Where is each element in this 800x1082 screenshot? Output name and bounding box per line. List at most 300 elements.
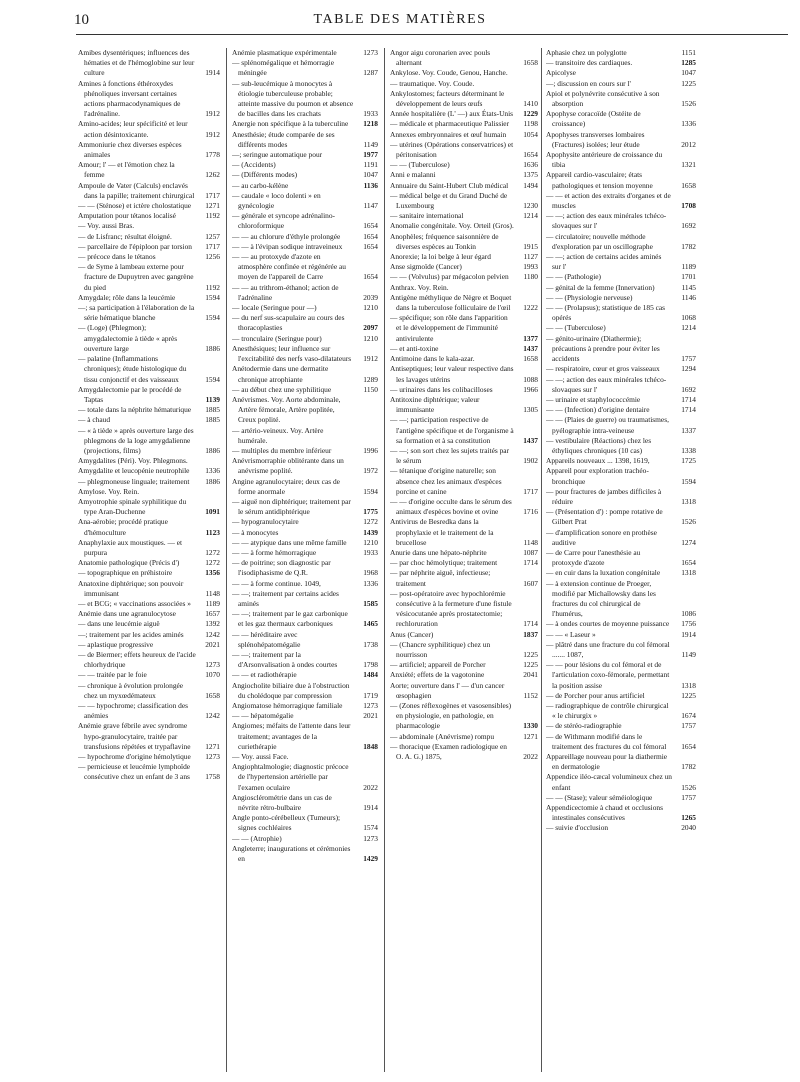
entry-text: Ana-aérobie; procédé pratique d'hémoculture <box>78 517 168 537</box>
index-entry <box>232 79 378 120</box>
entry-page-number: 1272 <box>205 547 220 557</box>
index-entry <box>546 630 696 640</box>
index-entry <box>232 426 378 446</box>
entry-page-number: 1993 <box>523 262 538 272</box>
entry-text: — en cuir dans la luxation congénitale <box>546 568 661 578</box>
entry-page-number: 1294 <box>681 364 696 374</box>
entry-page-number: 1837 <box>523 629 538 639</box>
entry-page-number: 1914 <box>363 803 378 813</box>
entry-page-number: 2021 <box>363 711 378 721</box>
entry-text: — palatine (Inflammations chroniques); étude histologique du tissu conjonctif et des vaisseaux <box>78 354 187 384</box>
entry-text: — — (Atrophie) <box>232 833 282 843</box>
entry-text: — médicale et pharmaceutique Palissier <box>390 119 510 129</box>
entry-page-number: 1330 <box>523 721 538 731</box>
entry-text: — parcellaire de l'épiploon par torsion <box>78 241 192 251</box>
entry-text: Année hospitalière (L' —) aux États-Unis <box>390 109 514 119</box>
entry-page-number: 1674 <box>681 711 696 721</box>
index-entry <box>232 303 378 313</box>
entry-text: — et BCG; « vaccinations associées » <box>78 598 191 608</box>
index-entry <box>546 364 696 374</box>
entry-page-number: 1229 <box>523 109 538 119</box>
entry-page-number: 1222 <box>523 303 538 313</box>
entry-page-number: 1257 <box>205 231 220 241</box>
index-entry <box>390 191 538 211</box>
entry-text: Antiseptiques; leur valeur respective dans les lavages utérins <box>390 364 514 384</box>
index-entry <box>78 323 220 354</box>
entry-page-number: 2040 <box>681 823 696 833</box>
entry-text: Angor aigu coronarien avec pouls alternant <box>390 48 491 68</box>
index-entry <box>232 364 378 384</box>
index-entry <box>232 150 378 160</box>
entry-text: — Voy. aussi Bras. <box>78 221 135 231</box>
index-entry <box>78 119 220 139</box>
entry-page-number: 1192 <box>205 282 220 292</box>
entry-text: —; traitement par les acides aminés <box>78 629 184 639</box>
index-entry <box>390 548 538 558</box>
entry-page-number: 1725 <box>681 456 696 466</box>
index-entry <box>78 303 220 323</box>
index-entry <box>390 568 538 588</box>
entry-text: — précoce dans le tétanos <box>78 252 156 262</box>
entry-text: Appareil pour exploration trachéo-bronchique <box>546 466 649 486</box>
entry-page-number: 1410 <box>523 99 538 109</box>
entry-page-number: 1225 <box>681 690 696 700</box>
entry-page-number: 1885 <box>205 415 220 425</box>
index-entry <box>78 497 220 517</box>
entry-page-number: 1526 <box>681 99 696 109</box>
entry-page-number: 1189 <box>205 598 220 608</box>
entry-text: — « à tiède » après ouverture large des phlegmons de la loge amygdalienne (projections, films) <box>78 425 194 455</box>
entry-text: Angle ponto-cérébelleux (Tumeurs); signes cochléaires <box>232 813 341 833</box>
index-column-3 <box>390 48 538 1074</box>
entry-text: — — (Prolapsus); statistique de 185 cas opérés <box>546 303 666 323</box>
entry-page-number: 1912 <box>205 109 220 119</box>
index-entry <box>78 426 220 457</box>
entry-text: — de Porcher pour anus artificiel <box>546 690 645 700</box>
entry-text: — de stéréo-radiographie <box>546 721 622 731</box>
index-entry <box>390 517 538 548</box>
entry-page-number: 1439 <box>363 527 378 537</box>
entry-text: Apicolyse <box>546 68 576 78</box>
entry-page-number: 1214 <box>681 323 696 333</box>
entry-page-number: 1594 <box>681 476 696 486</box>
index-entry <box>546 58 696 68</box>
index-entry <box>390 89 538 109</box>
entry-text: — phlegmoneuse linguale; traitement <box>78 476 190 486</box>
entry-text: Anophèles; fréquence saisonnière de diverses espèces au Tonkin <box>390 231 499 251</box>
entry-page-number: 1654 <box>363 241 378 251</box>
entry-page-number: 1886 <box>205 476 220 486</box>
index-entry <box>546 568 696 578</box>
index-entry <box>232 558 378 578</box>
index-entry <box>546 701 696 721</box>
entry-text: Amygdalite et leucopénie neutrophile <box>78 466 190 476</box>
entry-text: — d'amplification sonore en prothèse auditive <box>546 527 657 547</box>
index-entry <box>78 160 220 180</box>
index-entry <box>78 466 220 476</box>
index-entry <box>546 405 696 415</box>
entry-text: — (Chancre syphilitique) chez un nourrisson <box>390 639 491 659</box>
index-entry <box>232 793 378 813</box>
index-entry <box>390 732 538 742</box>
index-entry <box>232 538 378 548</box>
entry-text: — — (Sténose) et ictère cholostatique <box>78 201 192 211</box>
entry-text: — — et action des extraits d'organes et de muscles <box>546 190 671 211</box>
index-entry <box>78 650 220 670</box>
entry-text: — chronique à évolution prolongée chez un myxœdémateux <box>78 680 184 700</box>
entry-page-number: 1778 <box>205 150 220 160</box>
index-entry <box>546 303 696 323</box>
entry-text: — (Présentation d') : pompe rotative de Gilbert Prat <box>546 507 663 527</box>
entry-text: — — au chlorure d'éthyle prolongée <box>232 231 341 241</box>
entry-page-number: 1149 <box>363 139 378 149</box>
entry-page-number: 1657 <box>205 609 220 619</box>
entry-page-number: 1189 <box>681 262 696 272</box>
index-entry <box>78 579 220 599</box>
index-entry <box>78 140 220 160</box>
entry-page-number: 2022 <box>363 782 378 792</box>
entry-page-number: 1230 <box>523 201 538 211</box>
entry-page-number: 1305 <box>523 405 538 415</box>
index-entry <box>78 415 220 425</box>
entry-text: — hypochrome d'origine hémolytique <box>78 752 191 762</box>
entry-page-number: 1886 <box>205 445 220 455</box>
entry-text: — pernicieuse et leucémie lymphoïde consécutive chez un enfant de 3 ans <box>78 762 191 782</box>
entry-text: — vestibulaire (Réactions) chez les éthyliques chroniques (10 cas) <box>546 435 652 455</box>
index-entry <box>390 385 538 395</box>
entry-page-number: 1912 <box>363 354 378 364</box>
entry-text: Anesthésie; étude comparée de ses différents modes <box>232 129 335 149</box>
entry-page-number: 1437 <box>523 435 538 445</box>
entry-page-number: 1070 <box>205 670 220 680</box>
entry-text: — (Différents modes) <box>232 170 298 180</box>
index-entry <box>546 283 696 293</box>
entry-text: Angiomatose hémorragique familiale <box>232 701 343 710</box>
entry-text: — —; traitement par le gaz carbonique et les gaz thermaux carboniques <box>232 609 348 629</box>
entry-page-number: 1714 <box>681 405 696 415</box>
entry-text: Antigène méthylique de Nègre et Boquet dans la tuberculose folliculaire de l'œil <box>390 292 512 313</box>
index-entry <box>546 466 696 486</box>
entry-text: — et anti-toxine <box>390 343 439 353</box>
entry-page-number: 1152 <box>523 690 538 700</box>
entry-text: — (Loge) (Phlegmon); amygdalectomie à tiède « après ouverture large <box>78 323 178 353</box>
index-entry <box>232 589 378 609</box>
entry-page-number: 2097 <box>363 323 378 333</box>
index-entry <box>390 160 538 170</box>
entry-text: — — atypique dans une même famille <box>232 537 347 547</box>
index-entry <box>546 272 696 282</box>
column-divider <box>384 48 385 1072</box>
entry-text: — topographique en préhistoire <box>78 568 173 578</box>
entry-text: — sanitaire international <box>390 211 464 221</box>
index-entry <box>546 579 696 620</box>
entry-text: — traumatique. Voy. Coude. <box>390 78 475 88</box>
entry-page-number: 1271 <box>205 741 220 751</box>
entry-text: — artério-veineux. Voy. Artère humérale. <box>232 425 324 445</box>
entry-text: Amibes dysentériques; influences des hématies et de l'hémoglobine sur leur culture <box>78 48 195 78</box>
entry-page-number: 1273 <box>205 752 220 762</box>
entry-text: Anurie dans une hépato-néphrite <box>390 547 487 557</box>
index-entry <box>390 130 538 140</box>
entry-page-number: 1658 <box>523 354 538 364</box>
index-entry <box>390 354 538 364</box>
entry-page-number: 1318 <box>681 496 696 506</box>
entry-page-number: 2022 <box>523 752 538 762</box>
index-entry <box>390 109 538 119</box>
index-entry <box>78 609 220 619</box>
entry-text: — — (Pathologie) <box>546 272 602 282</box>
index-entry <box>232 242 378 252</box>
index-entry <box>78 558 220 568</box>
entry-text: Amino-acides; leur spécificité et leur action désintoxicante. <box>78 119 188 139</box>
entry-text: — — (Stase); valeur séméiologique <box>546 792 653 802</box>
index-entry <box>546 487 696 507</box>
entry-text: Anxiété; effets de la vagotonine <box>390 670 485 680</box>
entry-page-number: 1289 <box>363 374 378 384</box>
entry-page-number: 2021 <box>205 639 220 649</box>
index-entry <box>232 630 378 650</box>
entry-text: Ammoniurie chez diverses espèces animales <box>78 139 182 160</box>
index-entry <box>232 711 378 721</box>
index-entry <box>390 293 538 313</box>
index-entry <box>78 232 220 242</box>
entry-text: Appareil cardio-vasculaire; états pathologiques et tension moyenne <box>546 170 653 190</box>
index-entry <box>78 752 220 762</box>
entry-page-number: 1321 <box>681 160 696 170</box>
entry-page-number: 1336 <box>205 466 220 476</box>
entry-text: Antivirus de Besredka dans la prophylaxie et le traitement de la brucellose <box>390 517 494 547</box>
entry-text: — urinaire et staphylococcémie <box>546 394 641 404</box>
entry-text: — — au protoxyde d'azote en atmosphère confinée et régénérée au moyen de l'appareil de Carre <box>232 252 346 282</box>
entry-text: — (Accidents) <box>232 160 276 170</box>
entry-page-number: 1636 <box>523 160 538 170</box>
entry-page-number: 1225 <box>681 78 696 88</box>
entry-text: — — pour lésions du col fémoral et de l'articulation coxo-fémorale, permettant la position assise <box>546 660 670 690</box>
entry-text: Amygdalectomie par le procédé de Taptas <box>78 384 182 404</box>
entry-text: — abdominale (Anévrisme) rompu <box>390 731 495 741</box>
entry-page-number: 1692 <box>681 384 696 394</box>
entry-text: Anévrismes. Voy. Aorte abdominale, Artère fémorale, Artère poplitée, Creux poplité. <box>232 394 341 425</box>
entry-page-number: 1047 <box>681 68 696 78</box>
entry-text: — respiratoire, cœur et gros vaisseaux <box>546 364 660 374</box>
entry-page-number: 1607 <box>523 578 538 588</box>
index-entry <box>232 721 378 752</box>
entry-page-number: 1465 <box>363 619 378 629</box>
entry-text: Anthrax. Voy. Rein. <box>390 282 449 292</box>
entry-text: Angleterre; inaugurations et cérémonies en <box>232 843 351 864</box>
entry-page-number: 1225 <box>523 660 538 670</box>
entry-text: Amines à fonctions éthéroxydes phénoliques inversant certaines actions pharmacodynamiques de l'adrénaline. <box>78 78 181 119</box>
index-entry <box>78 681 220 701</box>
entry-text: Anse sigmoïde (Cancer) <box>390 262 462 272</box>
index-entry <box>232 681 378 701</box>
entry-page-number: 1782 <box>681 762 696 772</box>
entry-page-number: 1054 <box>523 129 538 139</box>
index-entry <box>546 456 696 466</box>
index-entry <box>78 405 220 415</box>
index-column-4 <box>546 48 696 1074</box>
index-entry <box>546 507 696 527</box>
entry-text: Anergie non spécifique à la tuberculine <box>232 119 349 129</box>
entry-text: Amylose. Voy. Rein. <box>78 486 140 496</box>
entry-text: — Voy. aussi Face. <box>232 752 289 762</box>
index-entry <box>390 630 538 640</box>
entry-text: — — (Volvulus) par mégacolon pelvien <box>390 272 509 282</box>
index-entry <box>546 752 696 772</box>
entry-page-number: 1966 <box>523 384 538 394</box>
entry-text: — —; participation respective de l'antigène spécifique et de l'organisme à sa formation et à sa constitution <box>390 415 514 445</box>
entry-text: Angiosclérométrie dans un cas de névrite rétro-bulbaire <box>232 792 332 813</box>
entry-text: Anémie dans une agranulocytose <box>78 609 176 619</box>
entry-text: — spécifique; son rôle dans l'apparition et le développement de l'immunité antivirulente <box>390 313 508 343</box>
entry-page-number: 1336 <box>681 119 696 129</box>
entry-page-number: 1225 <box>523 649 538 659</box>
index-entry <box>390 221 538 231</box>
entry-page-number: 1716 <box>523 507 538 517</box>
entry-page-number: 1701 <box>681 272 696 282</box>
index-entry <box>390 283 538 293</box>
entry-page-number: 1484 <box>363 670 378 680</box>
entry-text: Angiophtalmologie; diagnostic précoce de l'hypertension artérielle par l'examen oculaire <box>232 762 349 792</box>
index-entry <box>232 517 378 527</box>
index-entry <box>232 477 378 497</box>
entry-page-number: 1717 <box>523 486 538 496</box>
index-entry <box>390 211 538 221</box>
entry-page-number: 1594 <box>205 313 220 323</box>
index-entry <box>546 170 696 190</box>
entry-page-number: 2039 <box>363 292 378 302</box>
entry-page-number: 1091 <box>205 507 220 517</box>
index-entry <box>78 456 220 466</box>
index-entry <box>232 456 378 476</box>
entry-page-number: 1886 <box>205 343 220 353</box>
entry-text: —; sa participation à l'élaboration de la série hématique blanche <box>78 303 195 323</box>
entry-text: — —; action des eaux minérales tchéco-slovaques sur l' <box>546 211 667 231</box>
index-entry <box>78 354 220 385</box>
index-entry <box>546 79 696 89</box>
entry-page-number: 2012 <box>681 139 696 149</box>
entry-page-number: 1285 <box>681 58 696 68</box>
entry-text: Anétodermie dans une dermatite chronique atrophiante <box>232 364 329 384</box>
entry-text: Angine agranulocytaire; deux cas de forme anormale <box>232 476 340 496</box>
index-entry <box>232 834 378 844</box>
entry-page-number: 1136 <box>363 180 378 190</box>
index-entry <box>78 538 220 558</box>
entry-text: Anni e malanni <box>390 170 436 180</box>
entry-page-number: 1318 <box>681 568 696 578</box>
entry-page-number: 1150 <box>363 384 378 394</box>
entry-page-number: 1214 <box>523 211 538 221</box>
index-entry <box>232 160 378 170</box>
entry-page-number: 1782 <box>681 241 696 251</box>
entry-page-number: 1210 <box>363 537 378 547</box>
entry-text: Appareils nouveaux ... 1398, 1619, <box>546 456 650 466</box>
entry-page-number: 1757 <box>681 721 696 731</box>
entry-text: — pour fractures de jambes difficiles à réduire <box>546 486 662 506</box>
entry-text: — circulatoire; nouvelle méthode d'exploration par un oscillographe <box>546 231 653 251</box>
index-entry <box>390 670 538 680</box>
entry-page-number: 1717 <box>205 241 220 251</box>
entry-text: — thoracique (Examen radiologique en O. A. G.) 1875, <box>390 741 507 762</box>
index-entry <box>232 283 378 303</box>
index-entry <box>232 497 378 517</box>
entry-text: — à monocytes <box>232 527 279 537</box>
entry-page-number: 1654 <box>363 231 378 241</box>
entry-page-number: 1192 <box>205 211 220 221</box>
entry-text: — à extension continue de Proeger, modifié par Michaïlowsky dans les fractures du col chirurgical de l'humérus, <box>546 578 656 619</box>
index-entry <box>78 599 220 609</box>
entry-text: Annuaire du Saint-Hubert Club médical <box>390 180 509 190</box>
column-divider <box>226 48 227 1072</box>
entry-page-number: 1526 <box>681 782 696 792</box>
entry-text: — — héréditaire avec splénohépatomégalie <box>232 629 301 649</box>
entry-page-number: 1654 <box>363 221 378 231</box>
column-divider <box>541 48 542 1072</box>
entry-text: — post-opératoire avec hypochlorémie consécutive à la fermeture d'une fistule vésicocutanée après prostatectomie; rechloruration <box>390 588 512 629</box>
entry-page-number: 1885 <box>205 405 220 415</box>
index-entry <box>78 640 220 650</box>
index-entry <box>78 487 220 497</box>
index-entry <box>232 446 378 456</box>
entry-page-number: 1658 <box>523 58 538 68</box>
index-entry <box>390 79 538 89</box>
entry-text: — — à forme continue. 1049, <box>232 578 321 588</box>
index-entry <box>390 395 538 415</box>
entry-text: Anatoxine diphtérique; son pouvoir immunisant <box>78 578 184 598</box>
index-entry <box>390 446 538 466</box>
entry-page-number: 1273 <box>363 48 378 57</box>
entry-text: — médical belge et du Grand Duché de Luxembourg <box>390 190 508 211</box>
index-entry <box>232 752 378 762</box>
entry-page-number: 1151 <box>681 48 696 57</box>
index-entry <box>78 201 220 211</box>
entry-page-number: 1914 <box>681 629 696 639</box>
entry-page-number: 1265 <box>681 813 696 823</box>
index-entry <box>232 211 378 231</box>
entry-page-number: 1912 <box>205 129 220 139</box>
entry-text: — — traitée par le foie <box>78 670 147 680</box>
index-entry <box>390 466 538 497</box>
index-entry <box>546 415 696 435</box>
index-entry <box>546 823 696 833</box>
entry-text: — par choc hémolytique; traitement <box>390 558 498 568</box>
index-entry <box>546 130 696 150</box>
index-entry <box>78 477 220 487</box>
index-entry <box>232 170 378 180</box>
entry-text: — de Syme à lambeau externe pour fracture de Dupuytren avec gangrène du pied <box>78 262 194 292</box>
index-entry <box>390 140 538 160</box>
index-entry <box>232 252 378 283</box>
page-title: TABLE DES MATIÈRES <box>313 12 487 27</box>
index-entry <box>546 395 696 405</box>
index-entry <box>546 548 696 568</box>
entry-text: Amygdalites (Péri). Voy. Phlegmons. <box>78 456 188 466</box>
entry-text: — tétanique d'origine naturelle; son absence chez les animaux d'espèces porcine et canine <box>390 466 502 496</box>
index-entry <box>390 313 538 344</box>
entry-page-number: 1933 <box>363 109 378 119</box>
entry-text: Amour; l' — et l'émotion chez la femme <box>78 160 175 180</box>
entry-page-number: 1242 <box>205 629 220 639</box>
index-entry <box>546 436 696 456</box>
index-column-2 <box>232 48 378 1074</box>
entry-page-number: 1654 <box>681 558 696 568</box>
entry-page-number: 1088 <box>523 374 538 384</box>
entry-page-number: 1375 <box>523 170 538 180</box>
entry-text: — — à l'évipan sodique intraveineux <box>232 241 343 251</box>
index-entry <box>78 630 220 640</box>
index-entry <box>546 793 696 803</box>
entry-text: Amyotrophie spinale syphilitique du type Aran-Duchenne <box>78 496 187 517</box>
